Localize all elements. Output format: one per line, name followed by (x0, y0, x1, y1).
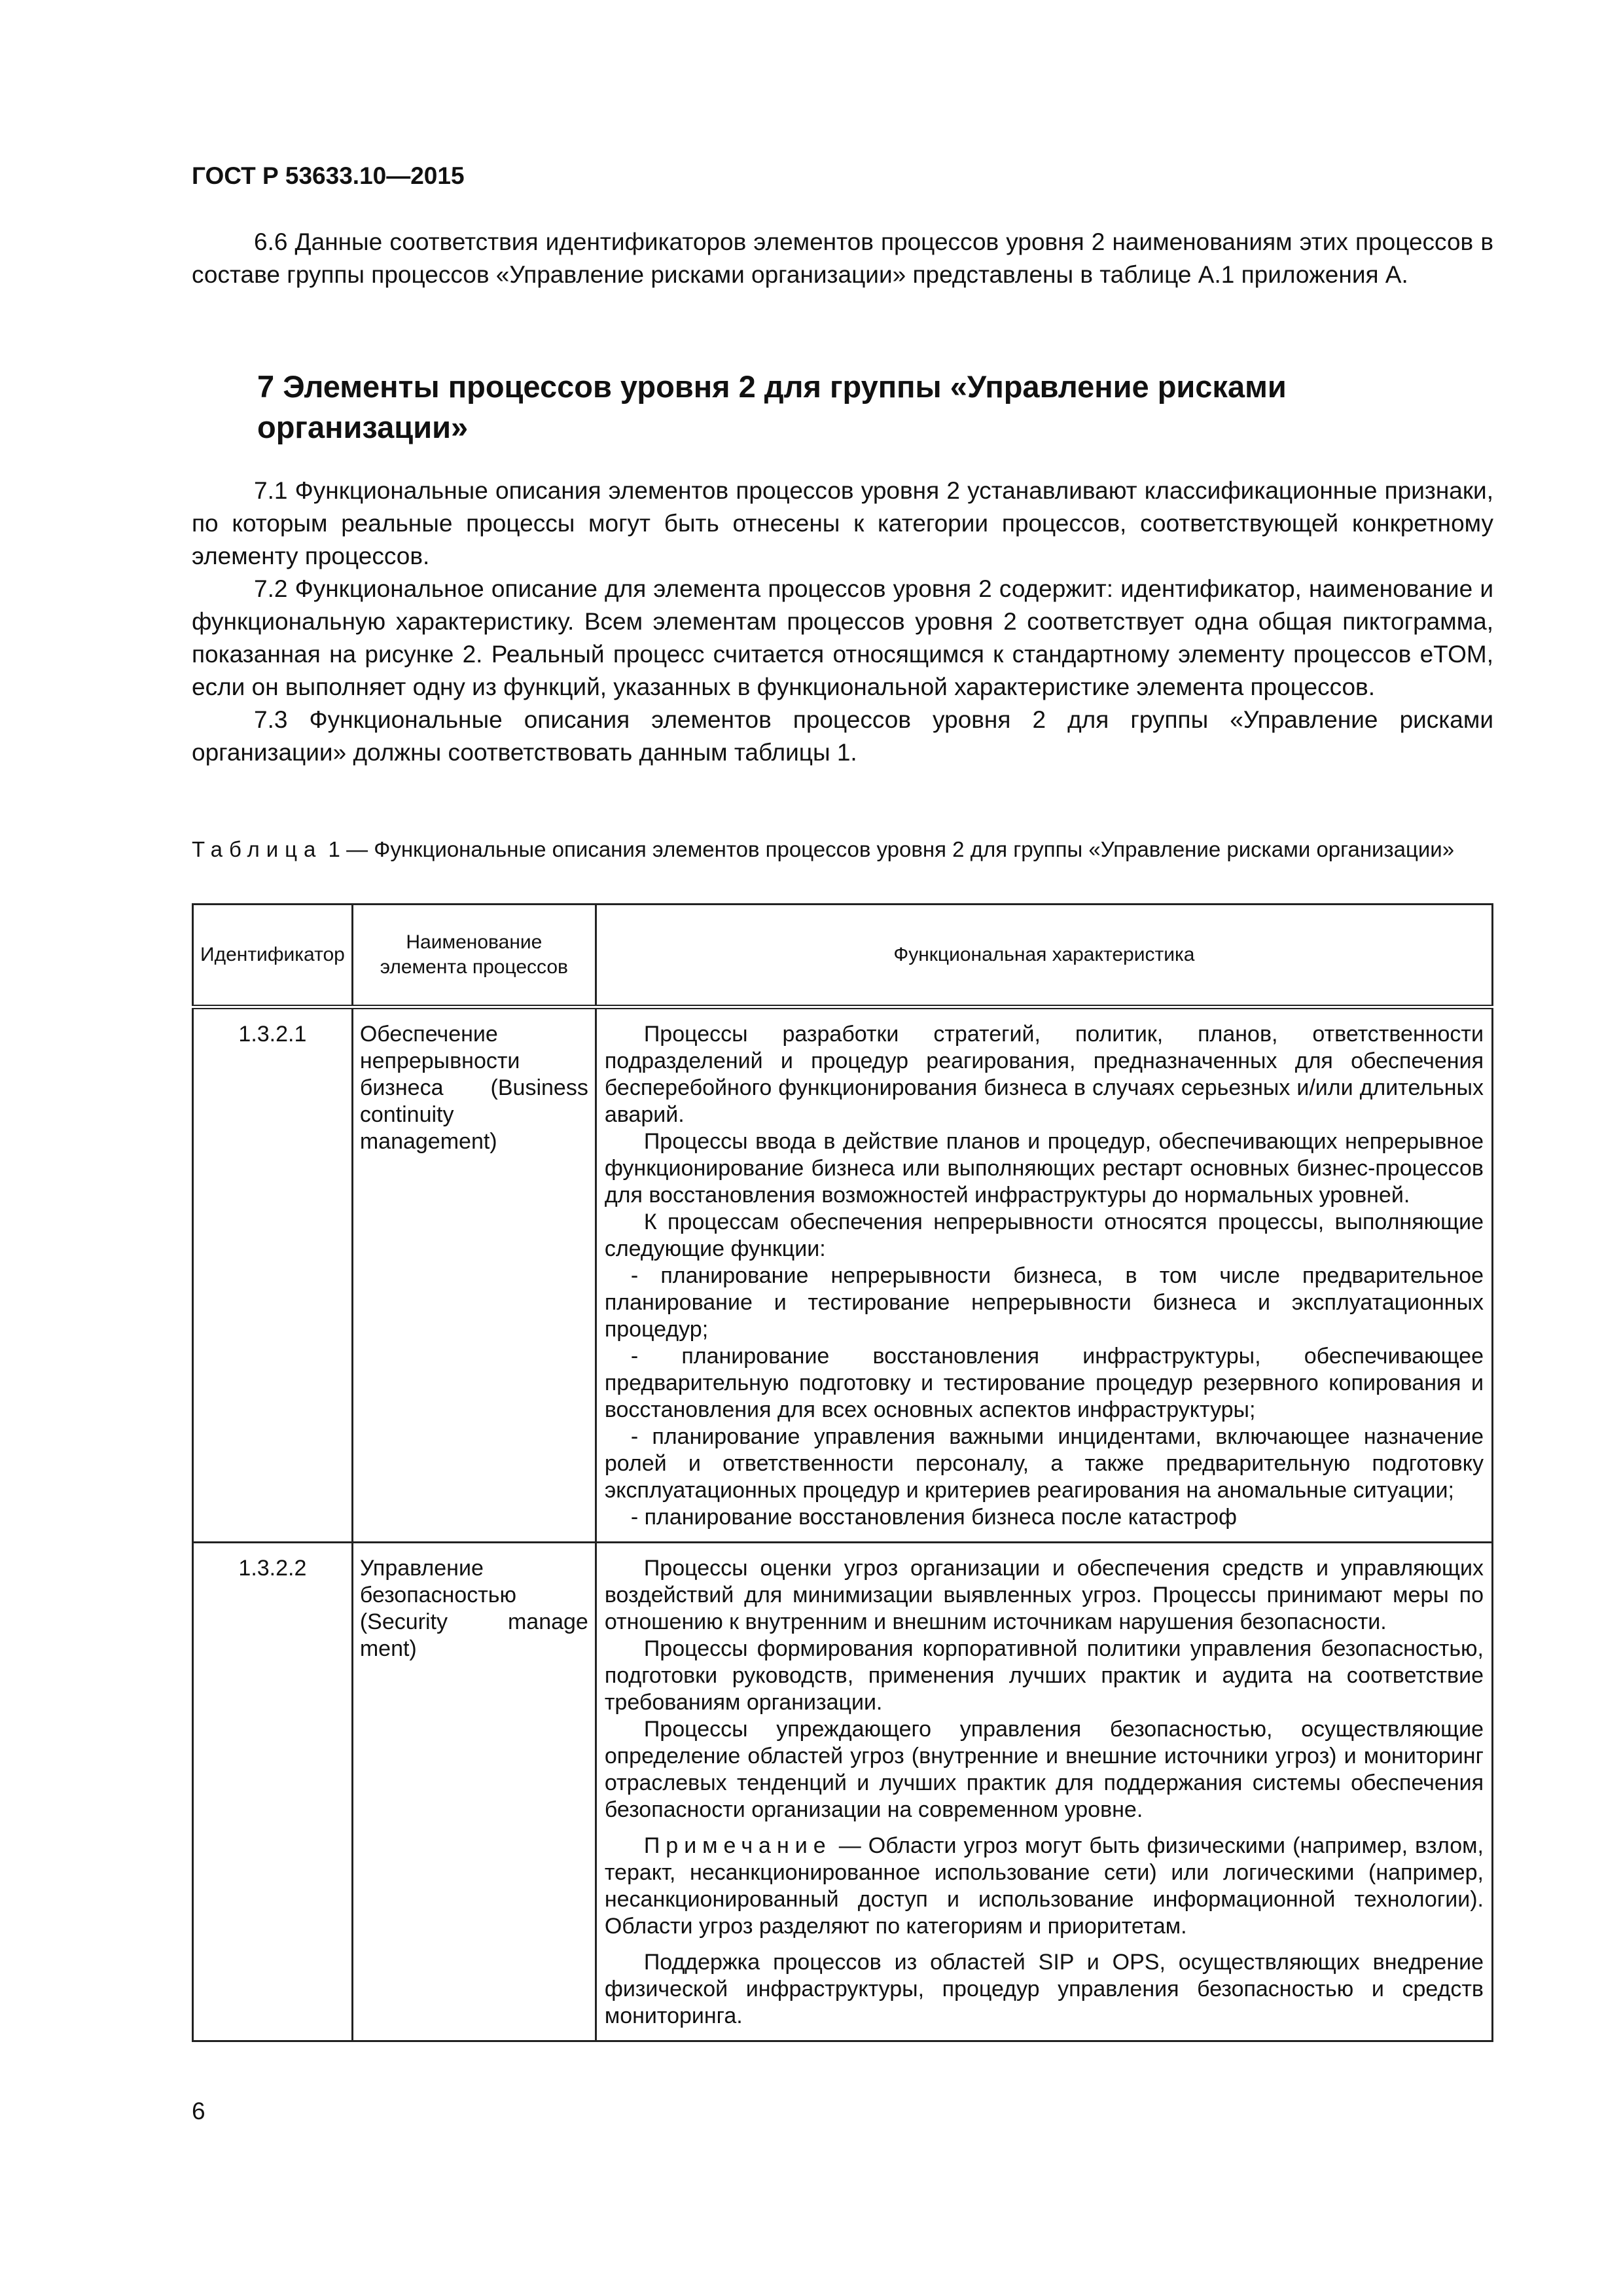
header-identifier: Идентификатор (193, 905, 353, 1007)
section-7-title: 7 Элементы процессов уровня 2 для группы «Управление рисками организации» (257, 369, 1287, 444)
table-1-caption (192, 836, 1493, 863)
note-paragraph (605, 1833, 1484, 1940)
row-description (596, 1543, 1492, 2041)
description-paragraph: К процессам обеспечения непрерывности относятся процессы, выполняющие следующие функции: (604, 1210, 1484, 1261)
description-paragraph: Процессы оценки угроз организации и обеспечения средств и управляющих воздействий для минимизации выявленных угроз. Процессы принимают меры по отношению к внутренним и внешним источникам нарушения безопасности. (604, 1556, 1484, 1634)
description-list-item: - планирование управления важными инцидентами, включающее назначение ролей и ответственности персоналу, а также предварительную подготовку эксплуатационных процедур и критериев реагирования на аномальные ситуации; (604, 1424, 1484, 1503)
description-list-item: - планирование восстановления бизнеса после катастроф (630, 1505, 1237, 1530)
row-identifier: 1.3.2.2 (193, 1543, 353, 2041)
document-code: ГОСТ Р 53633.10—2015 (192, 162, 465, 189)
description-paragraph: Процессы разработки стратегий, политик, планов, ответственности подразделений и процедур реагирования, предназначенных для обеспечения бесперебойного функционирования бизнеса в случаях серьезных и/или длительных аварий. (604, 1022, 1484, 1127)
table-caption-label: Таблица (192, 837, 323, 861)
description-list-item: - планирование восстановления инфраструктуры, обеспечивающее предварительную подготовку и тестирование процедур резервного копирования и восстановления для всех основных аспектов инфраструктуры; (604, 1344, 1484, 1422)
row-element-name: Обеспечение непрерывности бизнеса (Business continuity management) (352, 1007, 596, 1543)
paragraph-6-6: 6.6 Данные соответствия идентификаторов элементов процессов уровня 2 наименованиям этих процессов в составе группы процессов «Управление рисками организации» представлены в таблице А.1 приложения А. (192, 228, 1493, 288)
page-number: 6 (192, 2098, 205, 2125)
paragraph-7-3: 7.3 Функциональные описания элементов процессов уровня 2 для группы «Управление рисками организации» должны соответствовать данным таблицы 1. (192, 706, 1493, 766)
table-header-row (193, 905, 1493, 1007)
note-label: Примечание (643, 1833, 832, 1858)
row-identifier: 1.3.2.1 (193, 1007, 353, 1543)
description-list-item: - планирование непрерывности бизнеса, в том числе предварительное планирование и тестирование непрерывности бизнеса и эксплуатационных процедур; (604, 1263, 1484, 1342)
header-functional-description: Функциональная характеристика (596, 905, 1492, 1007)
section-7-body (192, 475, 1493, 769)
description-paragraph: Процессы формирования корпоративной политики управления безопасностью, подготовки руководств, применения лучших практик и аудита на соответствие требованиям организации. (604, 1636, 1484, 1715)
table-row (193, 1007, 1493, 1543)
paragraph-7-1: 7.1 Функциональные описания элементов процессов уровня 2 устанавливают классификационные признаки, по которым реальные процессы могут быть отнесены к категории процессов, соответствующей конкретному элементу процессов. (192, 477, 1493, 569)
header-element-name: Наименование элемента процессов (352, 905, 596, 1007)
description-paragraph: Процессы упреждающего управления безопасностью, осуществляющие определение областей угроз (внутренние и внешние источники угроз) и мониторинг отраслевых тенденций и лучших практик для поддержания системы обеспечения безопасности организации на современном уровне. (604, 1717, 1484, 1822)
paragraph-7-2: 7.2 Функциональное описание для элемента процессов уровня 2 содержит: идентификатор, наименование и функциональную характеристику. Всем элементам процессов уровня 2 соответствует одна общая пиктограмма, показанная на рисунке 2. Реальный процесс считается относящимся к стандартному элементу процессов eTOM, если он выполняет одну из функций, указанных в функциональной характеристике элемента процессов. (192, 575, 1493, 700)
row-element-name: Управление безопасностью (Security manage ment) (352, 1543, 596, 2041)
table-row (193, 1543, 1493, 2041)
table-caption-text: 1 — Функциональные описания элементов процессов уровня 2 для группы «Управление рисками организации» (322, 837, 1455, 861)
note-text: — Области угроз могут быть физическими (например, взлом, теракт, несанкционированное использование сети) или логическими (например, несанкционированный доступ и использование информационной технологии). Области угроз разделяют по категориям и приоритетам. (604, 1833, 1484, 1939)
support-paragraph: Поддержка процессов из областей SIP и OPS, осуществляющих внедрение физической инфраструктуры, процедур управления безопасностью и средств мониторинга. (604, 1950, 1484, 2028)
table-1 (192, 903, 1493, 2042)
row-description (596, 1007, 1492, 1543)
description-paragraph: Процессы ввода в действие планов и процедур, обеспечивающих непрерывное функционирование бизнеса или выполняющих рестарт основных бизнес-процессов для восстановления возможностей инфраструктуры до нормальных уровней. (604, 1129, 1484, 1208)
